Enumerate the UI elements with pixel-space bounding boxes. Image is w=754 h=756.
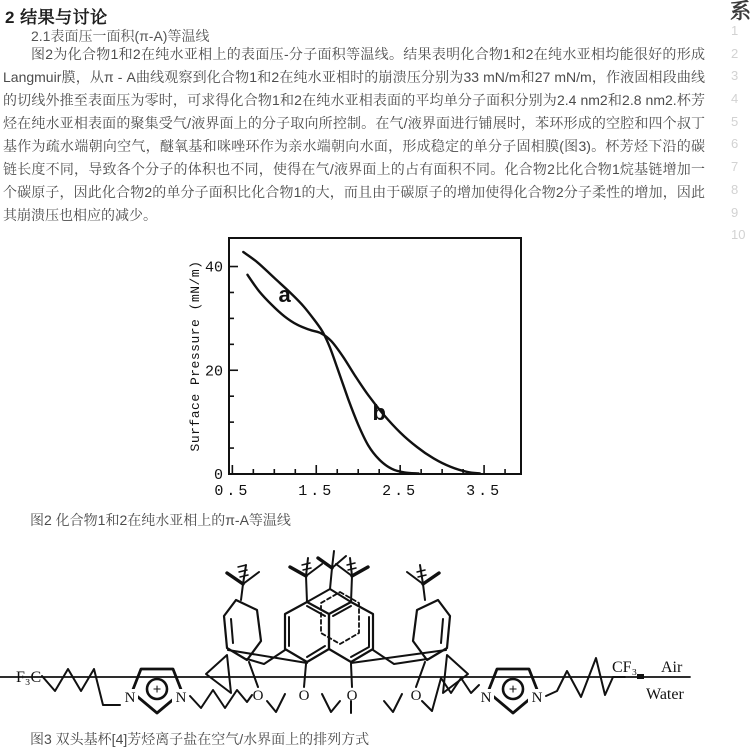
- oxygen-label-2: O: [298, 688, 310, 704]
- x-tick-label: 2.5: [382, 483, 419, 500]
- line-number: 3: [731, 68, 739, 84]
- body-paragraph: 图2为化合物1和2在纯水亚相上的表面压-分子面积等温线。结果表明化合物1和2在纯水亚相均能很好的形成Langmuir膜，从π - A曲线观察到化合物1和2在纯水亚相时的崩溃压分别为33 mN/m和27 mN/m，作液固相段曲线的切线外推至表面压为零时，可求得化合物1和2在纯水亚相表面的平均单分子面积分别为2.4 nm2和2.8 nm2.杯芳烃在纯水亚相表面的聚集受气/液界面上的分子取向所控制。在气/液界面进行铺展时，苯环形成的空腔和四个叔丁基作为疏水端朝向空气，醚氧基和咪唑环作为亲水端朝向水面，形成稳定的单分子固相膜(图3)。杯芳烃下沿的碳链长度不同，导致各个分子的体积也不同，使得在气/液界面上的占有面积不同。化合物2比化合物1烷基链增加一个碳原子，因此化合物2的单分子面积比化合物1的大，而且由于碳原子的增加使得化合物2分子柔性的增加，因此其崩溃压也相应的减少。: [3, 46, 705, 223]
- line-number: 8: [731, 181, 739, 197]
- section-heading: 2 结果与讨论: [5, 8, 108, 27]
- oxygen-label-3: O: [346, 688, 358, 704]
- figure2-chart: [185, 232, 545, 508]
- bond-mark: [637, 674, 644, 679]
- aromatic-ring-center-right: [329, 602, 373, 662]
- right-plus-icon: +: [508, 682, 518, 698]
- structure-lines: [0, 551, 690, 713]
- tert-butyl-groups: [227, 551, 439, 602]
- x-tick-label: 3.5: [466, 483, 503, 500]
- water-label: Water: [646, 686, 684, 703]
- oxygen-label-4: O: [410, 688, 422, 704]
- subsection-heading: 2.1表面压一面积(π-A)等温线: [31, 28, 210, 44]
- line-number: 4: [731, 91, 739, 107]
- figure2-caption: 图2 化合物1和2在纯水亚相上的π-A等温线: [30, 512, 291, 528]
- left-n1-label: N: [124, 690, 136, 706]
- line-number: 2: [731, 45, 739, 61]
- curve-label-b: b: [372, 400, 386, 426]
- left-n2-label: N: [175, 690, 187, 706]
- y-tick-label: 20: [204, 363, 223, 381]
- line-number: 7: [731, 159, 739, 175]
- left-inner-chain: [190, 690, 252, 708]
- figure3-structure: [0, 543, 754, 728]
- line-number: 9: [731, 204, 739, 220]
- left-chain: [42, 669, 120, 705]
- oxygen-label-1: O: [252, 688, 264, 704]
- x-tick-label: 0.5: [214, 483, 251, 500]
- line-number: 5: [731, 113, 739, 129]
- aromatic-ring-back: [321, 592, 359, 644]
- aromatic-ring-center-left: [285, 602, 329, 662]
- f3c-label: F₃C: [16, 669, 42, 686]
- y-tick-label: 40: [204, 259, 223, 277]
- line-number: 10: [731, 227, 746, 243]
- figure3-caption: 图3 双头基杯[4]芳烃离子盐在空气/水界面上的排列方式: [30, 731, 370, 747]
- line-number: 1: [731, 23, 739, 38]
- right-n2-label: N: [531, 690, 543, 706]
- y-tick-label: 0: [213, 467, 223, 484]
- x-tick-label: 1.5: [298, 483, 335, 500]
- left-plus-icon: +: [152, 682, 162, 698]
- plot-frame: [229, 238, 521, 474]
- curve-label-a: a: [278, 281, 291, 307]
- cf3-label: CF₃: [612, 659, 638, 676]
- line-number: 6: [731, 136, 739, 152]
- right-inner-chain: [422, 678, 479, 711]
- right-n1-label: N: [480, 690, 492, 706]
- air-label: Air: [661, 659, 683, 676]
- y-axis-title: Surface Pressure (mN/m): [188, 260, 203, 452]
- gutter-corner-char: 系: [730, 0, 751, 23]
- line-number-column: [731, 20, 745, 247]
